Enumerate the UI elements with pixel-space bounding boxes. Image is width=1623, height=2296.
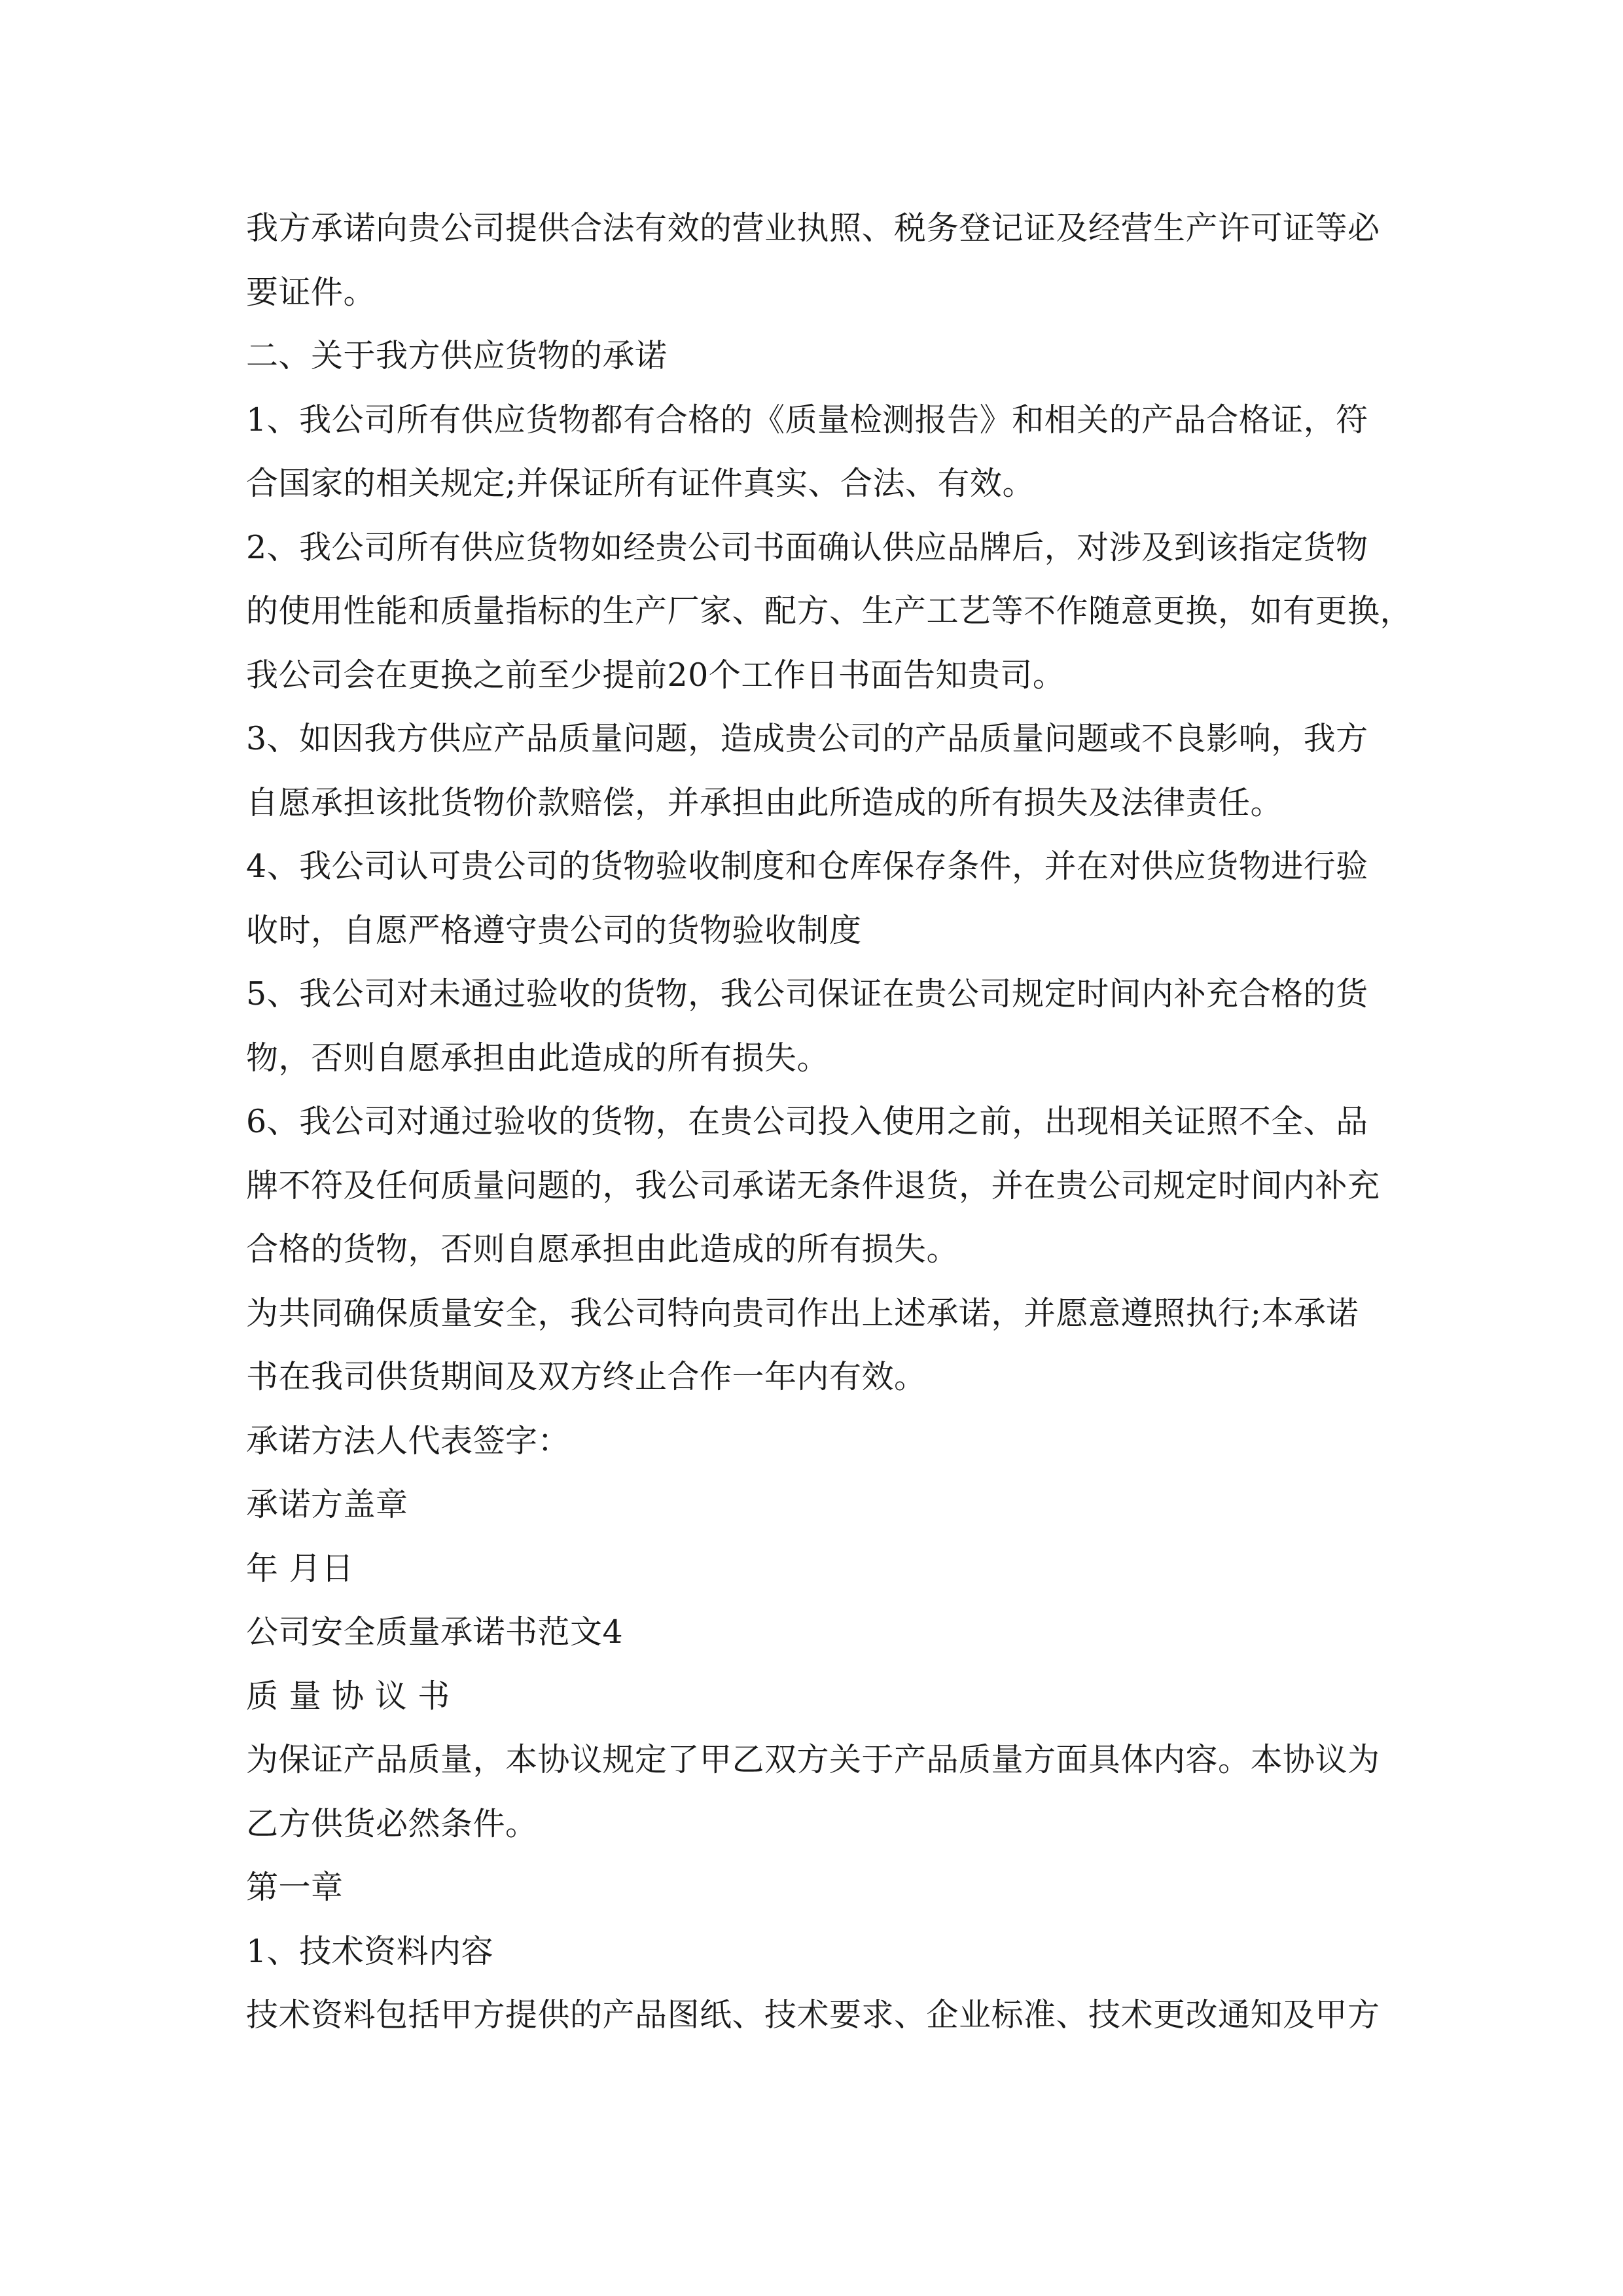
text-line: 技术资料包括甲方提供的产品图纸、技术要求、企业标准、技术更改通知及甲方 [246,1996,1380,2034]
seal-label: 承诺方盖章 [246,1486,408,1523]
text-line: 合格的货物，否则自愿承担由此造成的所有损失。 [246,1230,959,1268]
text-line: 为保证产品质量，本协议规定了甲乙双方关于产品质量方面具体内容。本协议为 [246,1741,1380,1778]
date-label: 年 月日 [246,1549,354,1587]
subsection-heading: 1、技术资料内容 [246,1932,494,1970]
text-line: 5、我公司对未通过验收的货物，我公司保证在贵公司规定时间内补充合格的货 [246,975,1368,1013]
text-line: 收时，自愿严格遵守贵公司的货物验收制度 [246,911,862,949]
text-line: 牌不符及任何质量问题的，我公司承诺无条件退货，并在贵公司规定时间内补充 [246,1166,1380,1204]
section-heading: 二、关于我方供应货物的承诺 [246,337,668,374]
text-line: 3、如因我方供应产品质量问题，造成贵公司的产品质量问题或不良影响，我方 [246,720,1368,757]
text-line: 要证件。 [246,273,376,311]
text-line: 自愿承担该批货物价款赔偿，并承担由此所造成的所有损失及法律责任。 [246,783,1283,821]
text-line: 的使用性能和质量指标的生产厂家、配方、生产工艺等不作随意更换，如有更换， [246,592,1413,630]
text-line: 书在我司供货期间及双方终止合作一年内有效。 [246,1358,927,1395]
text-line: 我公司会在更换之前至少提前20个工作日书面告知贵司。 [246,656,1065,694]
text-line: 1、我公司所有供应货物都有合格的《质量检测报告》和相关的产品合格证，符 [246,401,1368,439]
chapter-heading: 第一章 [246,1869,344,1906]
text-line: 物，否则自愿承担由此造成的所有损失。 [246,1039,830,1077]
text-line: 6、我公司对通过验收的货物，在贵公司投入使用之前，出现相关证照不全、品 [246,1103,1368,1140]
document-body [246,196,1413,2047]
text-line: 合国家的相关规定;并保证所有证件真实、合法、有效。 [246,465,1035,502]
section-title: 公司安全质量承诺书范文4 [246,1613,624,1651]
text-line: 我方承诺向贵公司提供合法有效的营业执照、税务登记证及经营生产许可证等必 [246,209,1380,247]
agreement-title: 质 量 协 议 书 [246,1677,450,1715]
text-line: 乙方供货必然条件。 [246,1804,538,1842]
text-line: 4、我公司认可贵公司的货物验收制度和仓库保存条件，并在对供应货物进行验 [246,848,1368,885]
signature-label: 承诺方法人代表签字： [246,1422,571,1460]
text-line: 2、我公司所有供应货物如经贵公司书面确认供应品牌后，对涉及到该指定货物 [246,528,1368,566]
text-line: 为共同确保质量安全，我公司特向贵司作出上述承诺，并愿意遵照执行;本承诺 [246,1294,1359,1332]
